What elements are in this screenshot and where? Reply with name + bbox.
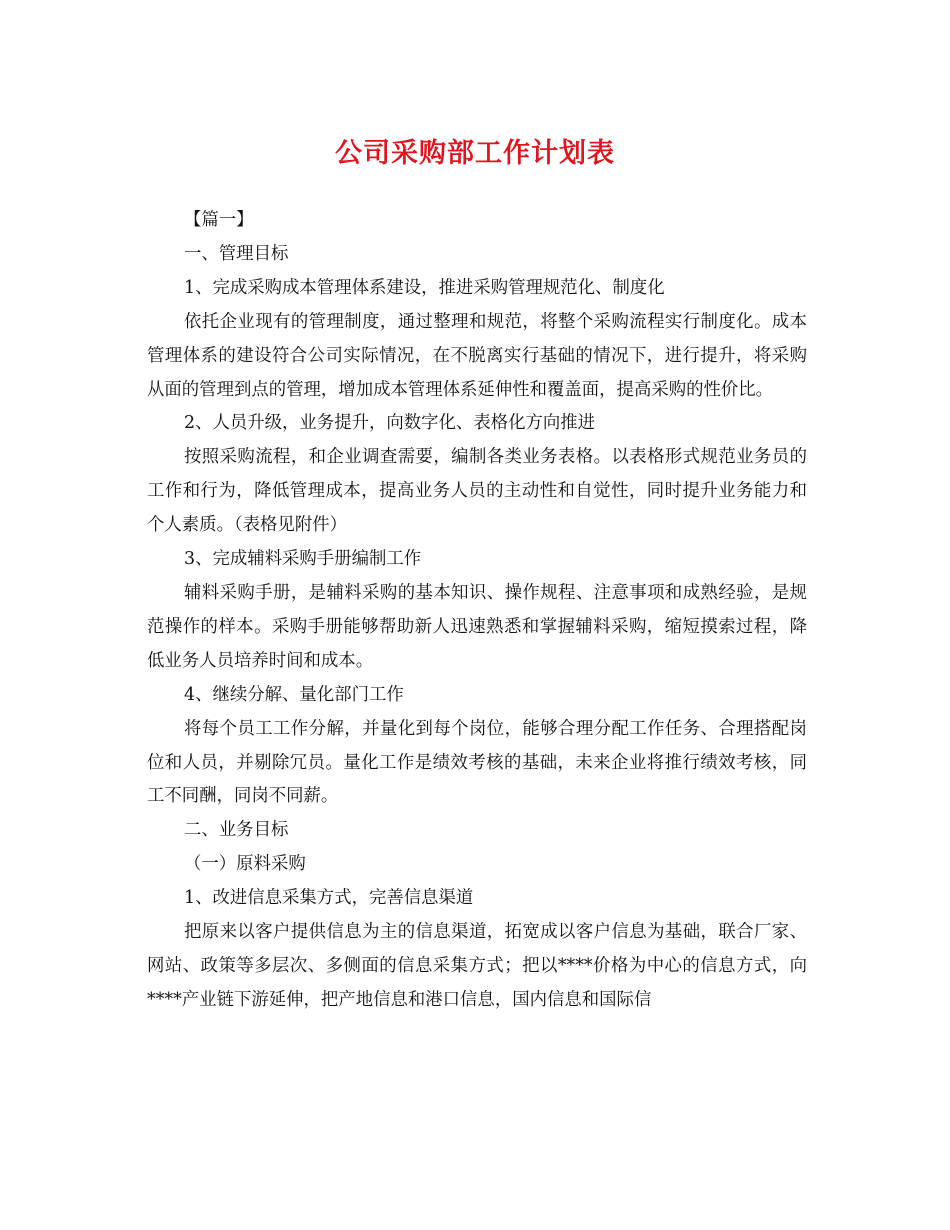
paragraph-accessory-manual: 辅料采购手册，是辅料采购的基本知识、操作规程、注意事项和成熟经验，是规范操作的样本。采购手册能够帮助新人迅速熟悉和掌握辅料采购，缩短摸索过程，降低业务人员培养时间和成本。 xyxy=(147,582,807,671)
paragraph-info-collection: 把原来以客户提供信息为主的信息渠道，拓宽成以客户信息为基础，联合厂家、网站、政策等多层次、多侧面的信息采集方式；把以****价格为中心的信息方式，向****产业链下游延伸，把产地信息和港口信息，国内信息和国际信 xyxy=(147,922,807,1010)
paragraph-staff-upgrade: 按照采购流程，和企业调查需要，编制各类业务表格。以表格形式规范业务员的工作和行为，降低管理成本，提高业务人员的主动性和自觉性，同时提升业务能力和个人素质。（表格见附件） xyxy=(147,447,807,536)
heading-management-goals: 一、管理目标 xyxy=(184,243,289,264)
paragraph-quantify-work: 将每个员工工作分解，并量化到每个岗位，能够合理分配工作任务、合理搭配岗位和人员，并剔除冗员。量化工作是绩效考核的基础，未来企业将推行绩效考核，同工不同酬，同岗不同薪。 xyxy=(147,718,807,807)
heading-business-goals: 二、业务目标 xyxy=(184,820,289,841)
document-body xyxy=(147,204,807,1018)
subheading-raw-material: （一）原料采购 xyxy=(184,854,306,875)
subheading-accessory-manual: 3、完成辅料采购手册编制工作 xyxy=(184,549,422,570)
subheading-staff-upgrade: 2、人员升级，业务提升，向数字化、表格化方向推进 xyxy=(184,413,596,434)
subheading-info-collection: 1、改进信息采集方式，完善信息渠道 xyxy=(184,888,474,909)
subheading-cost-system: 1、完成采购成本管理体系建设，推进采购管理规范化、制度化 xyxy=(184,277,665,298)
section-heading-part-one: 【篇一】 xyxy=(184,210,254,230)
document-title: 公司采购部工作计划表 xyxy=(335,138,615,169)
paragraph-cost-system: 依托企业现有的管理制度，通过整理和规范，将整个采购流程实行制度化。成本管理体系的建设符合公司实际情况，在不脱离实行基础的情况下，进行提升，将采购从面的管理到点的管理，增加成本管理体系延伸性和覆盖面，提高采购的性价比。 xyxy=(147,311,807,400)
subheading-quantify-work: 4、继续分解、量化部门工作 xyxy=(184,684,404,705)
